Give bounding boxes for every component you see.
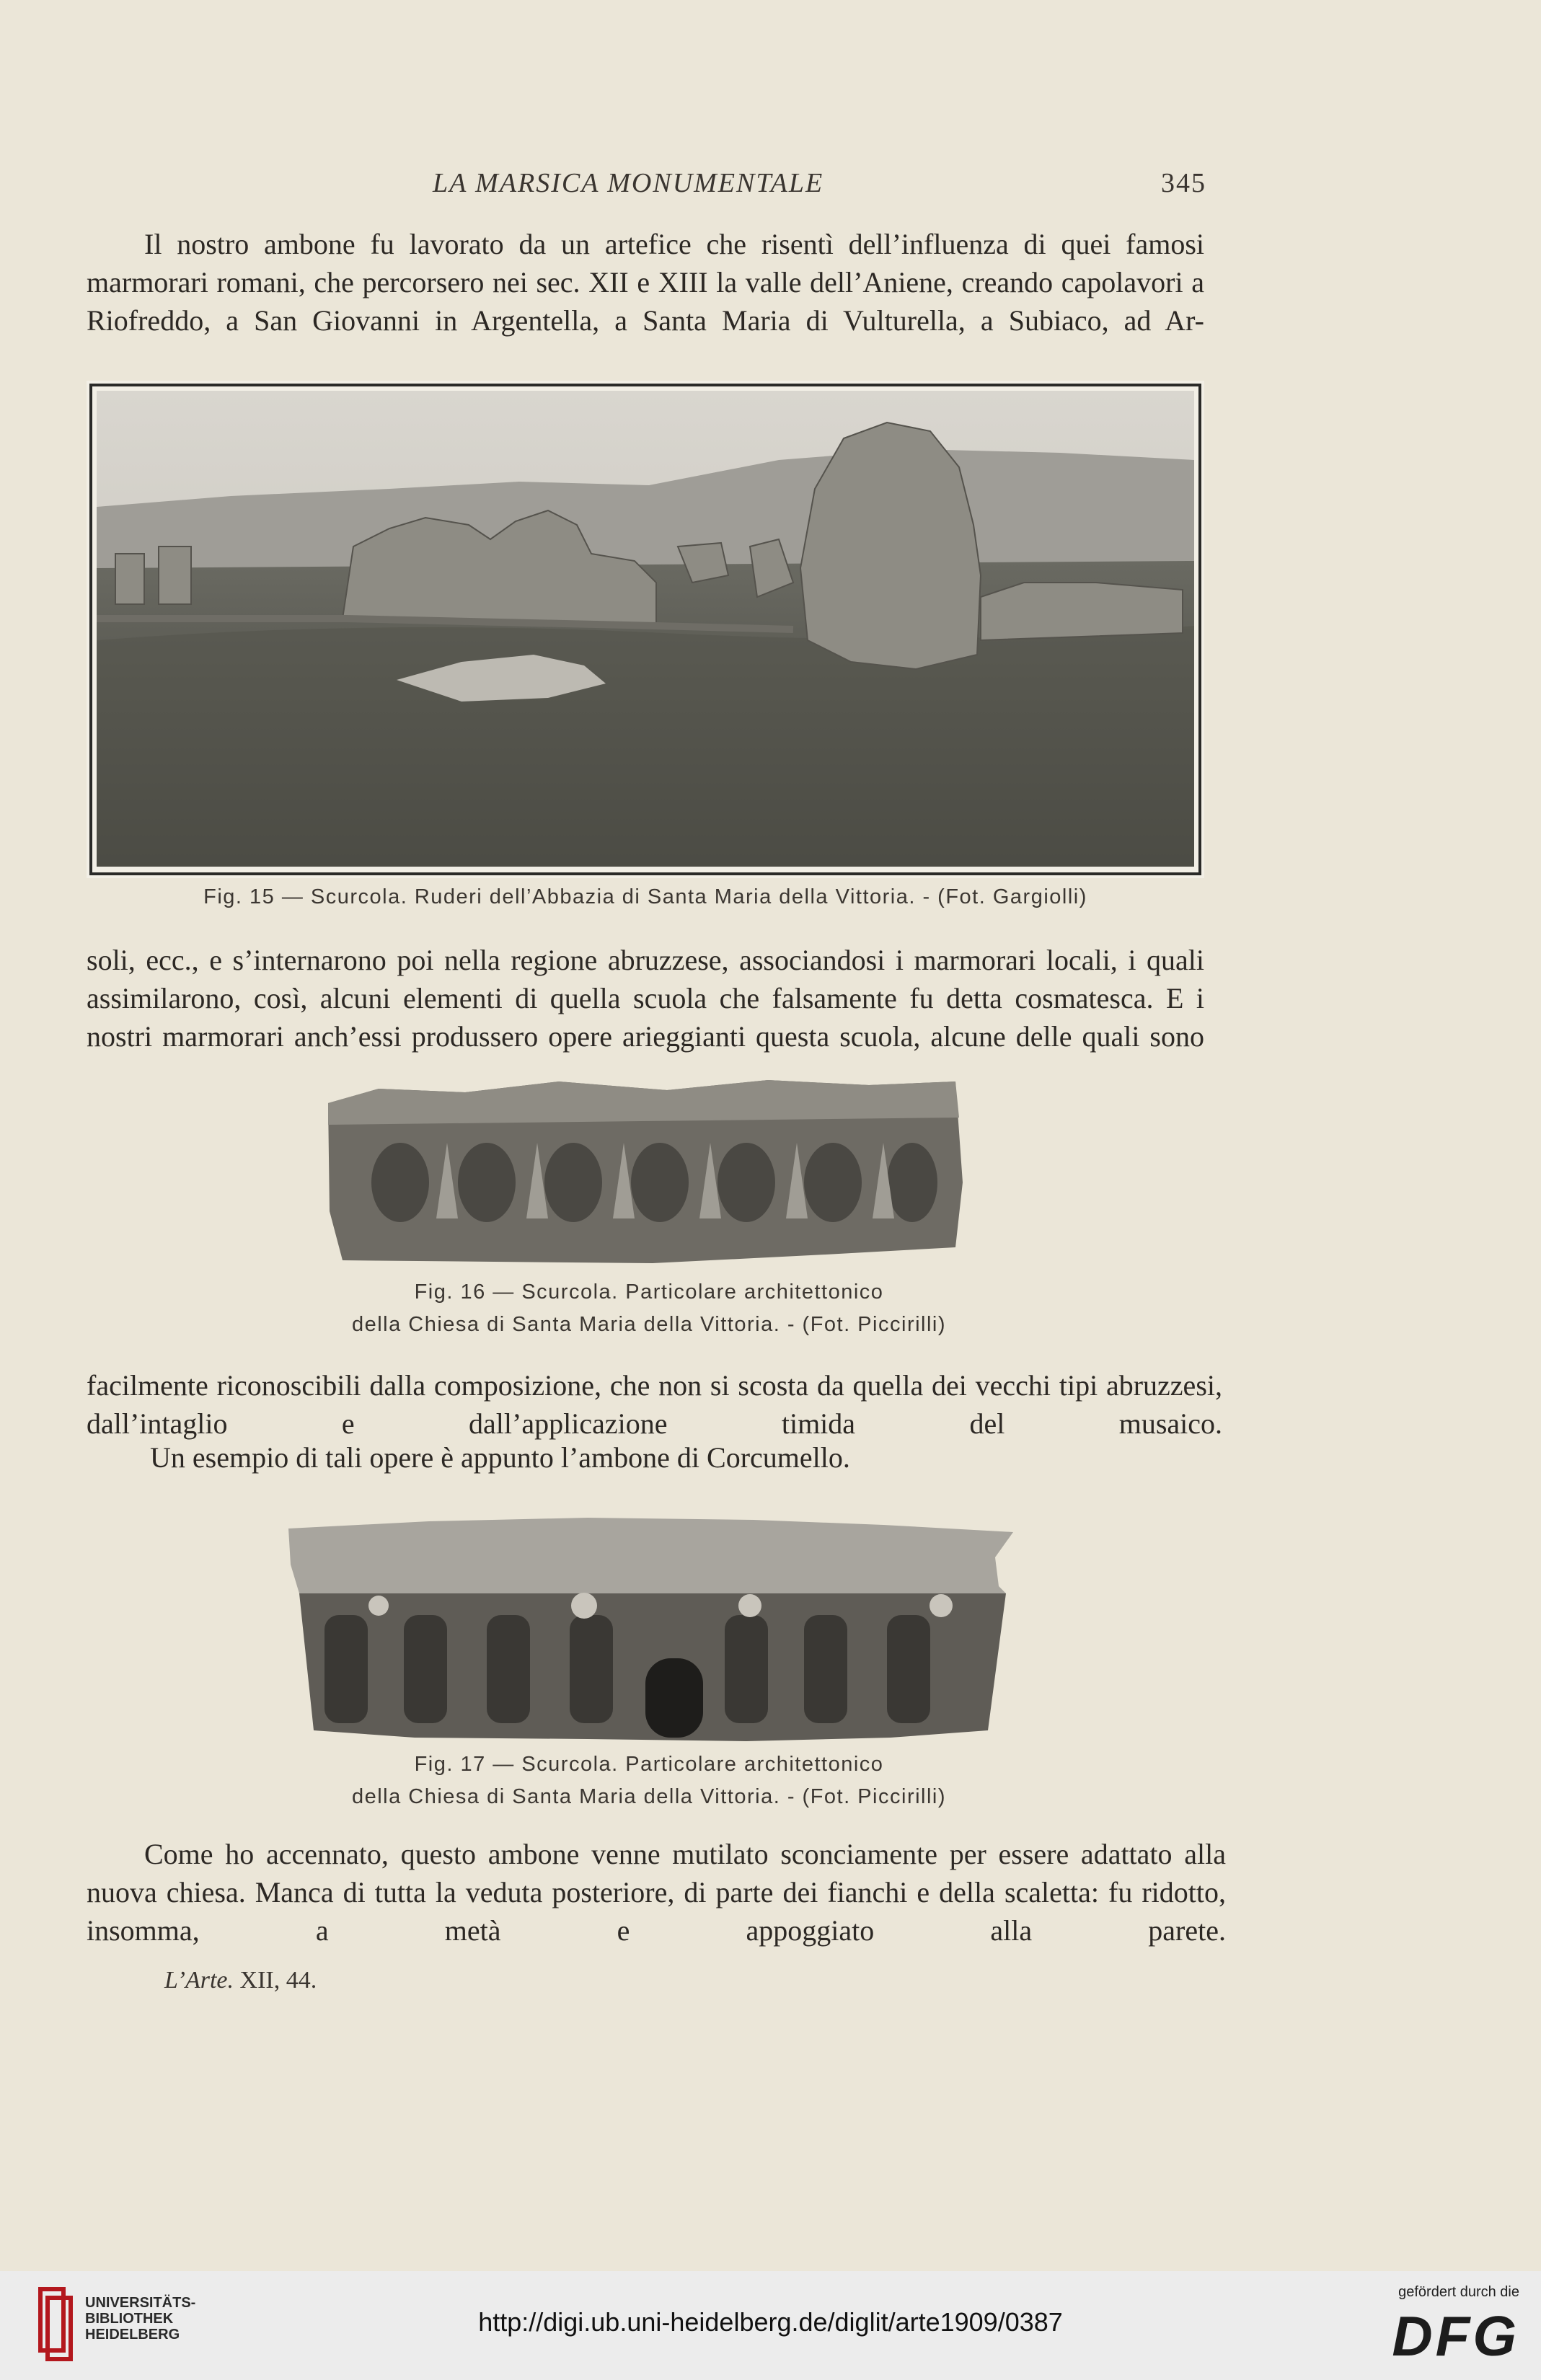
figure-15-caption: Fig. 15 — Scurcola. Ruderi dell’Abbazia di Santa Maria della Vittoria. - (Fot. Gargiolli) [203, 885, 1087, 908]
library-name-line-2: BIBLIOTHEK [85, 2311, 174, 2327]
figure-15-photo [87, 381, 1204, 878]
permalink-url[interactable]: http://digi.ub.uni-heidelberg.de/diglit/arte1909/0387 [478, 2307, 1063, 2337]
paragraph-1: Il nostro ambone fu lavorato da un artefice che risentì dell’influenza di quei famosi marmorari romani, che percorsero nei sec. XII e XIII la valle dell’Aniene, creando capolavori a Riofreddo, a San Giovanni in Argentella, a Santa Maria di Vulturella, a Subiaco, ad Ar- [87, 228, 1204, 337]
figure-17-caption-line-1: Fig. 17 — Scurcola. Particolare architettonico [414, 1753, 884, 1776]
page-number: 345 [1161, 168, 1206, 198]
figure-16-caption [303, 1276, 995, 1341]
paragraph-5: Come ho accennato, questo ambone venne mutilato sconciamente per essere adattato alla nuova chiesa. Manca di tutta la veduta posteriore, di parte dei fianchi e della scaletta: fu ridotto, insomma, a metà e appoggiato alla parete. [87, 1838, 1226, 1947]
funding-label: gefördert durch die [1398, 2284, 1519, 2300]
library-name-line-1: UNIVERSITÄTS- [85, 2295, 196, 2311]
figure-17-caption-line-2: della Chiesa di Santa Maria della Vittoria. - (Fot. Piccirilli) [351, 1785, 947, 1808]
journal-reference [164, 1967, 317, 1994]
figure-16-caption-line-1: Fig. 16 — Scurcola. Particolare architettonico [414, 1280, 884, 1304]
running-title: LA MARSICA MONUMENTALE [433, 168, 824, 198]
figure-16-photo [321, 1074, 970, 1265]
dfg-logo: DFG [1392, 2304, 1519, 2368]
figure-17-photo [285, 1514, 1017, 1745]
journal-volume: XII, 44. [239, 1967, 317, 1994]
figure-16-caption-line-2: della Chiesa di Santa Maria della Vittoria. - (Fot. Piccirilli) [351, 1313, 947, 1336]
figure-17-caption [303, 1748, 995, 1813]
journal-name: L’Arte. [164, 1967, 234, 1994]
library-name-line-3: HEIDELBERG [85, 2327, 180, 2343]
paragraph-3: facilmente riconoscibili dalla composizione, che non si scosta da quella dei vecchi tipi abruzzesi, dall’intaglio e dall’applicazione timida del musaico. [87, 1369, 1222, 1440]
paragraph-4: Un esempio di tali opere è appunto l’ambone di Corcumello. [150, 1441, 850, 1474]
paragraph-2: soli, ecc., e s’internarono poi nella regione abruzzese, associandosi i marmorari locali, i quali assimilarono, così, alcuni elementi di quella scuola che falsamente fu detta cosmatesca. E i nostri marmorari anch’essi produssero opere arieggianti questa scuola, alcune delle quali sono [87, 944, 1204, 1053]
